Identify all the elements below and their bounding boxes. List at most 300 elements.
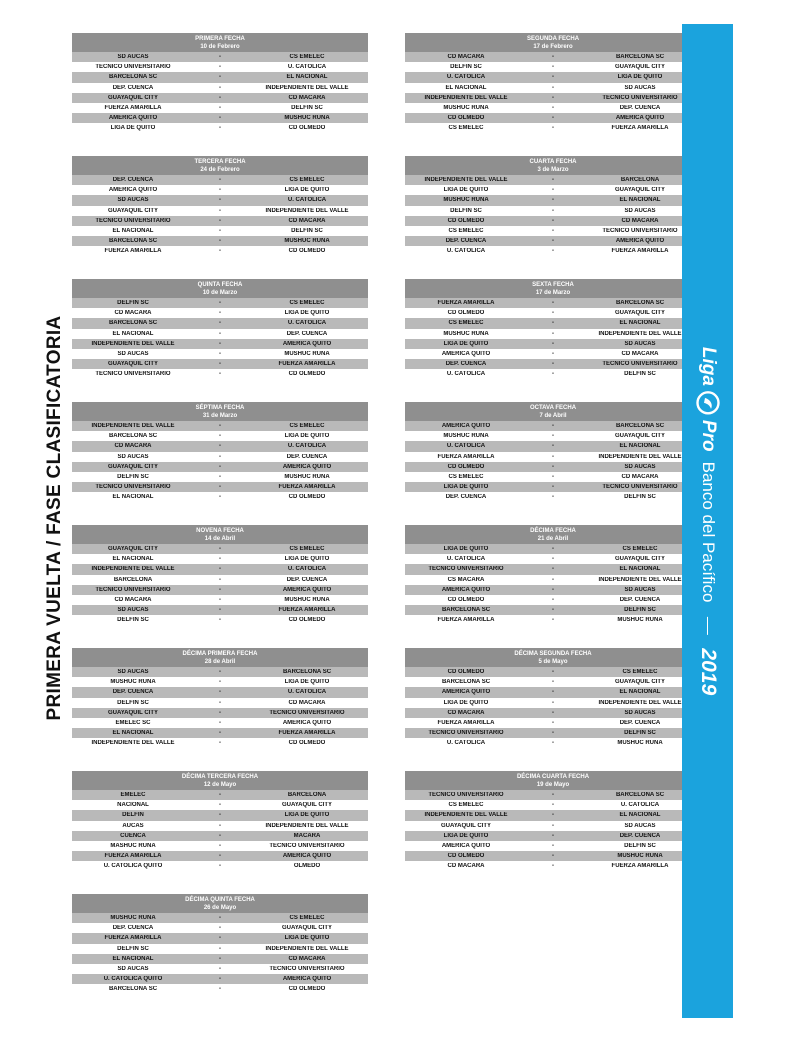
away-team: EL NACIONAL bbox=[619, 812, 661, 819]
versus-separator: - bbox=[219, 423, 221, 430]
away-team: FUERZA AMARILLA bbox=[278, 730, 336, 737]
home-team: DELFÍN SC bbox=[117, 300, 149, 307]
away-team: AMÉRICA QUITO bbox=[282, 853, 332, 860]
away-team: DELFÍN SC bbox=[291, 105, 323, 112]
match-row bbox=[72, 246, 368, 256]
away-team: GUAYAQUIL CITY bbox=[614, 64, 666, 71]
match-row bbox=[72, 492, 368, 502]
versus-separator: - bbox=[219, 64, 221, 71]
home-team: U. CATÓLICA bbox=[446, 740, 486, 747]
versus-separator: - bbox=[552, 669, 554, 676]
away-team: CS EMELEC bbox=[289, 177, 325, 184]
away-team: SD AUCAS bbox=[624, 340, 656, 347]
home-team: MUSHUC RUNA bbox=[443, 330, 489, 337]
match-row bbox=[405, 462, 701, 472]
versus-separator: - bbox=[219, 84, 221, 91]
away-team: TÉCNICO UNIVERSITARIO bbox=[602, 228, 678, 235]
away-team: FUERZA AMARILLA bbox=[278, 484, 336, 491]
home-team: U. CATÓLICA QUITO bbox=[103, 863, 163, 870]
versus-separator: - bbox=[552, 54, 554, 61]
away-team: EL NACIONAL bbox=[619, 443, 661, 450]
match-row bbox=[405, 72, 701, 82]
match-row bbox=[405, 195, 701, 205]
away-team: EL NACIONAL bbox=[286, 74, 328, 81]
home-team: BARCELONA bbox=[113, 576, 153, 583]
home-team: CD OLMEDO bbox=[447, 669, 485, 676]
home-team: FUERZA AMARILLA bbox=[437, 300, 495, 307]
away-team: FUERZA AMARILLA bbox=[611, 863, 669, 870]
home-team: GUAYAQUIL CITY bbox=[107, 207, 159, 214]
match-row bbox=[72, 800, 368, 810]
versus-separator: - bbox=[219, 863, 221, 870]
match-row bbox=[72, 462, 368, 472]
match-row bbox=[72, 349, 368, 359]
away-team: MUSHUC RUNA bbox=[284, 474, 330, 481]
home-team: LIGA DE QUITO bbox=[443, 832, 489, 839]
versus-separator: - bbox=[219, 709, 221, 716]
round-header bbox=[405, 402, 701, 421]
round-date: 17 de Febrero bbox=[533, 44, 573, 50]
home-team: NACIONAL bbox=[117, 802, 149, 809]
away-team: TÉCNICO UNIVERSITARIO bbox=[602, 361, 678, 368]
home-team: BARCELONA SC bbox=[108, 320, 158, 327]
away-team: AMÉRICA QUITO bbox=[615, 115, 665, 122]
fixture-block bbox=[405, 402, 701, 503]
versus-separator: - bbox=[219, 955, 221, 962]
versus-separator: - bbox=[552, 576, 554, 583]
match-row bbox=[405, 831, 701, 841]
away-team: DEP. CUENCA bbox=[619, 832, 661, 839]
round-title: SEXTA FECHA bbox=[532, 282, 574, 288]
home-team: SD AUCAS bbox=[117, 54, 149, 61]
match-row bbox=[72, 687, 368, 697]
away-team: GUAYAQUIL CITY bbox=[614, 679, 666, 686]
versus-separator: - bbox=[219, 792, 221, 799]
versus-separator: - bbox=[552, 586, 554, 593]
versus-separator: - bbox=[552, 351, 554, 358]
round-title: OCTAVA FECHA bbox=[529, 405, 577, 411]
match-row bbox=[72, 954, 368, 964]
versus-separator: - bbox=[552, 546, 554, 553]
home-team: U. CATÓLICA bbox=[446, 556, 486, 563]
away-team: MUSHUC RUNA bbox=[617, 617, 663, 624]
home-team: FUERZA AMARILLA bbox=[104, 935, 162, 942]
home-team: FUERZA AMARILLA bbox=[104, 248, 162, 255]
versus-separator: - bbox=[219, 832, 221, 839]
home-team: DELFÍN SC bbox=[117, 945, 149, 952]
round-date: 12 de Mayo bbox=[203, 782, 237, 788]
versus-separator: - bbox=[219, 340, 221, 347]
versus-separator: - bbox=[219, 248, 221, 255]
match-row bbox=[405, 206, 701, 216]
match-row bbox=[405, 492, 701, 502]
away-team: CD MACARÁ bbox=[621, 217, 659, 224]
away-team: OLMEDO bbox=[293, 863, 321, 870]
match-row bbox=[405, 369, 701, 379]
match-row bbox=[405, 93, 701, 103]
home-team: INDEPENDIENTE DEL VALLE bbox=[91, 566, 175, 573]
home-team: INDEPENDIENTE DEL VALLE bbox=[424, 94, 508, 101]
home-team: FUERZA AMARILLA bbox=[437, 720, 495, 727]
away-team: BARCELONA SC bbox=[615, 423, 665, 430]
home-team: DEP. CUENCA bbox=[112, 689, 154, 696]
away-team: TÉCNICO UNIVERSITARIO bbox=[602, 484, 678, 491]
versus-separator: - bbox=[219, 566, 221, 573]
match-row bbox=[405, 123, 701, 133]
home-team: EL NACIONAL bbox=[112, 955, 154, 962]
fixture-block bbox=[405, 33, 701, 134]
versus-separator: - bbox=[219, 802, 221, 809]
away-team: U. CATÓLICA bbox=[620, 802, 660, 809]
home-team: AMÉRICA QUITO bbox=[108, 187, 158, 194]
versus-separator: - bbox=[552, 300, 554, 307]
match-row bbox=[405, 595, 701, 605]
match-row bbox=[72, 944, 368, 954]
round-date: 17 de Marzo bbox=[535, 290, 571, 296]
versus-separator: - bbox=[552, 197, 554, 204]
round-header bbox=[72, 648, 368, 667]
versus-separator: - bbox=[552, 105, 554, 112]
away-team: CD MACARÁ bbox=[288, 699, 326, 706]
match-list bbox=[72, 544, 368, 626]
home-team: BARCELONA SC bbox=[108, 74, 158, 81]
match-row bbox=[72, 605, 368, 615]
away-team: AMÉRICA QUITO bbox=[282, 976, 332, 983]
match-row bbox=[72, 236, 368, 246]
versus-separator: - bbox=[552, 115, 554, 122]
away-team: SD AUCAS bbox=[624, 463, 656, 470]
away-team: TÉCNICO UNIVERSITARIO bbox=[269, 966, 345, 973]
match-row bbox=[405, 246, 701, 256]
round-header bbox=[405, 156, 701, 175]
fixture-block bbox=[72, 771, 368, 872]
away-team: FUERZA AMARILLA bbox=[278, 607, 336, 614]
match-row bbox=[72, 564, 368, 574]
page-title: PRIMERA VUELTA / FASE CLASIFICATORIA bbox=[44, 315, 65, 721]
match-row bbox=[72, 452, 368, 462]
match-row bbox=[405, 359, 701, 369]
versus-separator: - bbox=[552, 217, 554, 224]
versus-separator: - bbox=[219, 669, 221, 676]
versus-separator: - bbox=[219, 371, 221, 378]
round-date: 19 de Mayo bbox=[536, 782, 570, 788]
home-team: CD OLMEDO bbox=[447, 115, 485, 122]
match-row bbox=[72, 318, 368, 328]
away-team: BARCELONA bbox=[287, 792, 327, 799]
match-list bbox=[405, 52, 701, 134]
round-date: 14 de Abril bbox=[204, 536, 236, 542]
versus-separator: - bbox=[219, 54, 221, 61]
versus-separator: - bbox=[219, 576, 221, 583]
match-row bbox=[405, 564, 701, 574]
away-team: CD MACARÁ bbox=[621, 474, 659, 481]
match-list bbox=[405, 175, 701, 257]
round-header bbox=[72, 894, 368, 913]
round-date: 10 de Febrero bbox=[200, 44, 240, 50]
match-row bbox=[405, 544, 701, 554]
versus-separator: - bbox=[552, 84, 554, 91]
versus-separator: - bbox=[219, 699, 221, 706]
home-team: SD AUCAS bbox=[117, 351, 149, 358]
match-row bbox=[72, 790, 368, 800]
home-team: MUSHUC RUNA bbox=[110, 915, 156, 922]
versus-separator: - bbox=[552, 64, 554, 71]
away-team: LIGA DE QUITO bbox=[284, 433, 330, 440]
home-team: CS EMELEC bbox=[448, 228, 484, 235]
fixture-block bbox=[405, 525, 701, 626]
home-team: MASHUC RUNA bbox=[110, 843, 156, 850]
home-team: MUSHUC RUNA bbox=[443, 105, 489, 112]
home-team: DEP. CUENCA bbox=[445, 494, 487, 501]
match-row bbox=[405, 113, 701, 123]
match-row bbox=[405, 790, 701, 800]
away-team: SD AUCAS bbox=[624, 822, 656, 829]
round-date: 28 de Abril bbox=[204, 659, 236, 665]
round-header bbox=[72, 156, 368, 175]
match-list bbox=[72, 421, 368, 503]
home-team: CUENCA bbox=[120, 832, 146, 839]
match-row bbox=[405, 216, 701, 226]
fixture-block bbox=[72, 525, 368, 626]
match-row bbox=[72, 216, 368, 226]
home-team: DELFÍN SC bbox=[117, 699, 149, 706]
home-team: TÉCNICO UNIVERSITARIO bbox=[428, 566, 504, 573]
season-year: 2019 bbox=[696, 648, 720, 696]
match-row bbox=[72, 831, 368, 841]
away-team: DEP. CUENCA bbox=[286, 453, 328, 460]
match-row bbox=[405, 421, 701, 431]
round-header bbox=[405, 33, 701, 52]
match-list bbox=[72, 790, 368, 872]
away-team: U. CATÓLICA bbox=[287, 320, 327, 327]
away-team: LIGA DE QUITO bbox=[284, 187, 330, 194]
away-team: DEP. CUENCA bbox=[619, 597, 661, 604]
away-team: CD OLMEDO bbox=[288, 740, 326, 747]
match-row bbox=[72, 861, 368, 871]
match-row bbox=[72, 185, 368, 195]
home-team: DEP. CUENCA bbox=[445, 238, 487, 245]
versus-separator: - bbox=[552, 463, 554, 470]
home-team: FUERZA AMARILLA bbox=[104, 853, 162, 860]
away-team: AMÉRICA QUITO bbox=[282, 720, 332, 727]
round-title: PRIMERA FECHA bbox=[195, 36, 245, 42]
match-row bbox=[72, 615, 368, 625]
fixture-block bbox=[72, 33, 368, 134]
brand-liga: Liga bbox=[697, 346, 719, 386]
round-title: DÉCIMA PRIMERA FECHA bbox=[182, 651, 258, 657]
home-team: SD AUCAS bbox=[117, 966, 149, 973]
home-team: BARCELONA SC bbox=[108, 986, 158, 993]
home-team: MUSHUC RUNA bbox=[443, 433, 489, 440]
fixture-block bbox=[405, 771, 701, 872]
match-row bbox=[72, 226, 368, 236]
versus-separator: - bbox=[552, 556, 554, 563]
home-team: TÉCNICO UNIVERSITARIO bbox=[428, 792, 504, 799]
versus-separator: - bbox=[219, 228, 221, 235]
versus-separator: - bbox=[219, 484, 221, 491]
match-row bbox=[72, 359, 368, 369]
round-header bbox=[405, 279, 701, 298]
round-date: 10 de Marzo bbox=[202, 290, 238, 296]
away-team: LIGA DE QUITO bbox=[284, 935, 330, 942]
versus-separator: - bbox=[552, 371, 554, 378]
match-row bbox=[72, 728, 368, 738]
match-row bbox=[72, 718, 368, 728]
versus-separator: - bbox=[219, 238, 221, 245]
round-title: DÉCIMA TERCERA FECHA bbox=[181, 774, 259, 780]
home-team: CD OLMEDO bbox=[447, 463, 485, 470]
match-row bbox=[405, 810, 701, 820]
away-team: TÉCNICO UNIVERSITARIO bbox=[269, 843, 345, 850]
match-row bbox=[405, 175, 701, 185]
versus-separator: - bbox=[219, 986, 221, 993]
round-title: SÉPTIMA FECHA bbox=[195, 405, 245, 411]
versus-separator: - bbox=[219, 617, 221, 624]
match-row bbox=[72, 431, 368, 441]
home-team: DELFÍN SC bbox=[117, 617, 149, 624]
versus-separator: - bbox=[219, 115, 221, 122]
match-list bbox=[72, 298, 368, 380]
match-row bbox=[405, 441, 701, 451]
fixture-block bbox=[72, 402, 368, 503]
match-list bbox=[405, 421, 701, 503]
match-row bbox=[405, 554, 701, 564]
versus-separator: - bbox=[219, 310, 221, 317]
round-header bbox=[72, 525, 368, 544]
versus-separator: - bbox=[219, 474, 221, 481]
home-team: AMÉRICA QUITO bbox=[441, 586, 491, 593]
home-team: LIGA DE QUITO bbox=[443, 699, 489, 706]
match-row bbox=[405, 103, 701, 113]
brand-band bbox=[682, 24, 733, 1018]
away-team: MUSHUC RUNA bbox=[284, 351, 330, 358]
home-team: DEP. CUENCA bbox=[445, 361, 487, 368]
away-team: GUAYAQUIL CITY bbox=[614, 310, 666, 317]
versus-separator: - bbox=[219, 463, 221, 470]
match-list bbox=[72, 175, 368, 257]
away-team: INDEPENDIENTE DEL VALLE bbox=[265, 207, 349, 214]
round-title: DÉCIMA CUARTA FECHA bbox=[516, 774, 590, 780]
versus-separator: - bbox=[552, 843, 554, 850]
away-team: MUSHUC RUNA bbox=[617, 853, 663, 860]
away-team: CS EMELEC bbox=[289, 300, 325, 307]
round-header bbox=[72, 279, 368, 298]
home-team: TÉCNICO UNIVERSITARIO bbox=[95, 64, 171, 71]
versus-separator: - bbox=[552, 863, 554, 870]
versus-separator: - bbox=[219, 925, 221, 932]
match-row bbox=[405, 308, 701, 318]
versus-separator: - bbox=[219, 822, 221, 829]
versus-separator: - bbox=[219, 730, 221, 737]
versus-separator: - bbox=[552, 740, 554, 747]
round-title: TERCERA FECHA bbox=[194, 159, 246, 165]
versus-separator: - bbox=[552, 320, 554, 327]
match-row bbox=[72, 810, 368, 820]
away-team: INDEPENDIENTE DEL VALLE bbox=[598, 330, 682, 337]
match-row bbox=[72, 113, 368, 123]
away-team: MUSHUC RUNA bbox=[284, 597, 330, 604]
round-title: CUARTA FECHA bbox=[529, 159, 577, 165]
away-team: INDEPENDIENTE DEL VALLE bbox=[265, 822, 349, 829]
match-row bbox=[72, 738, 368, 748]
versus-separator: - bbox=[552, 689, 554, 696]
versus-separator: - bbox=[552, 679, 554, 686]
home-team: CD OLMEDO bbox=[447, 597, 485, 604]
home-team: CS EMELEC bbox=[448, 320, 484, 327]
home-team: U. CATÓLICA bbox=[446, 248, 486, 255]
match-row bbox=[72, 206, 368, 216]
match-row bbox=[405, 615, 701, 625]
home-team: EL NACIONAL bbox=[112, 730, 154, 737]
match-row bbox=[405, 236, 701, 246]
away-team: DELFÍN SC bbox=[624, 371, 656, 378]
away-team: EL NACIONAL bbox=[619, 197, 661, 204]
fixture-block bbox=[405, 279, 701, 380]
versus-separator: - bbox=[219, 689, 221, 696]
home-team: AMÉRICA QUITO bbox=[441, 423, 491, 430]
match-row bbox=[405, 708, 701, 718]
home-team: SD AUCAS bbox=[117, 607, 149, 614]
home-team: AMÉRICA QUITO bbox=[108, 115, 158, 122]
away-team: SD AUCAS bbox=[624, 84, 656, 91]
versus-separator: - bbox=[552, 207, 554, 214]
away-team: AMÉRICA QUITO bbox=[282, 340, 332, 347]
fixture-block bbox=[72, 156, 368, 257]
match-row bbox=[72, 821, 368, 831]
match-row bbox=[405, 841, 701, 851]
away-team: DELFÍN SC bbox=[291, 228, 323, 235]
versus-separator: - bbox=[552, 566, 554, 573]
round-date: 7 de Abril bbox=[539, 413, 567, 419]
away-team: CS EMELEC bbox=[289, 915, 325, 922]
home-team: DELFÍN SC bbox=[117, 474, 149, 481]
home-team: INDEPENDIENTE DEL VALLE bbox=[91, 423, 175, 430]
versus-separator: - bbox=[552, 177, 554, 184]
fixture-block bbox=[405, 648, 701, 749]
home-team: AMÉRICA QUITO bbox=[441, 351, 491, 358]
home-team: LIGA DE QUITO bbox=[443, 546, 489, 553]
match-row bbox=[405, 861, 701, 871]
match-row bbox=[72, 554, 368, 564]
away-team: DELFÍN SC bbox=[624, 607, 656, 614]
match-row bbox=[72, 472, 368, 482]
versus-separator: - bbox=[219, 443, 221, 450]
match-row bbox=[405, 667, 701, 677]
away-team: LIGA DE QUITO bbox=[617, 74, 663, 81]
home-team: SD AUCAS bbox=[117, 453, 149, 460]
home-team: DEP. CUENCA bbox=[112, 84, 154, 91]
away-team: MUSHUC RUNA bbox=[617, 740, 663, 747]
match-row bbox=[405, 605, 701, 615]
away-team: CD MACARÁ bbox=[288, 217, 326, 224]
away-team: AMÉRICA QUITO bbox=[282, 586, 332, 593]
away-team: FUERZA AMARILLA bbox=[611, 248, 669, 255]
versus-separator: - bbox=[219, 351, 221, 358]
home-team: CD MACARÁ bbox=[114, 443, 152, 450]
versus-separator: - bbox=[219, 197, 221, 204]
match-row bbox=[405, 431, 701, 441]
match-row bbox=[405, 226, 701, 236]
away-team: CS EMELEC bbox=[622, 546, 658, 553]
match-row bbox=[405, 728, 701, 738]
match-row bbox=[72, 441, 368, 451]
match-row bbox=[405, 585, 701, 595]
away-team: INDEPENDIENTE DEL VALLE bbox=[598, 453, 682, 460]
versus-separator: - bbox=[219, 945, 221, 952]
home-team: MUSHUC RUNA bbox=[110, 679, 156, 686]
away-team: SD AUCAS bbox=[624, 207, 656, 214]
ligapro-logo-icon bbox=[696, 391, 720, 415]
